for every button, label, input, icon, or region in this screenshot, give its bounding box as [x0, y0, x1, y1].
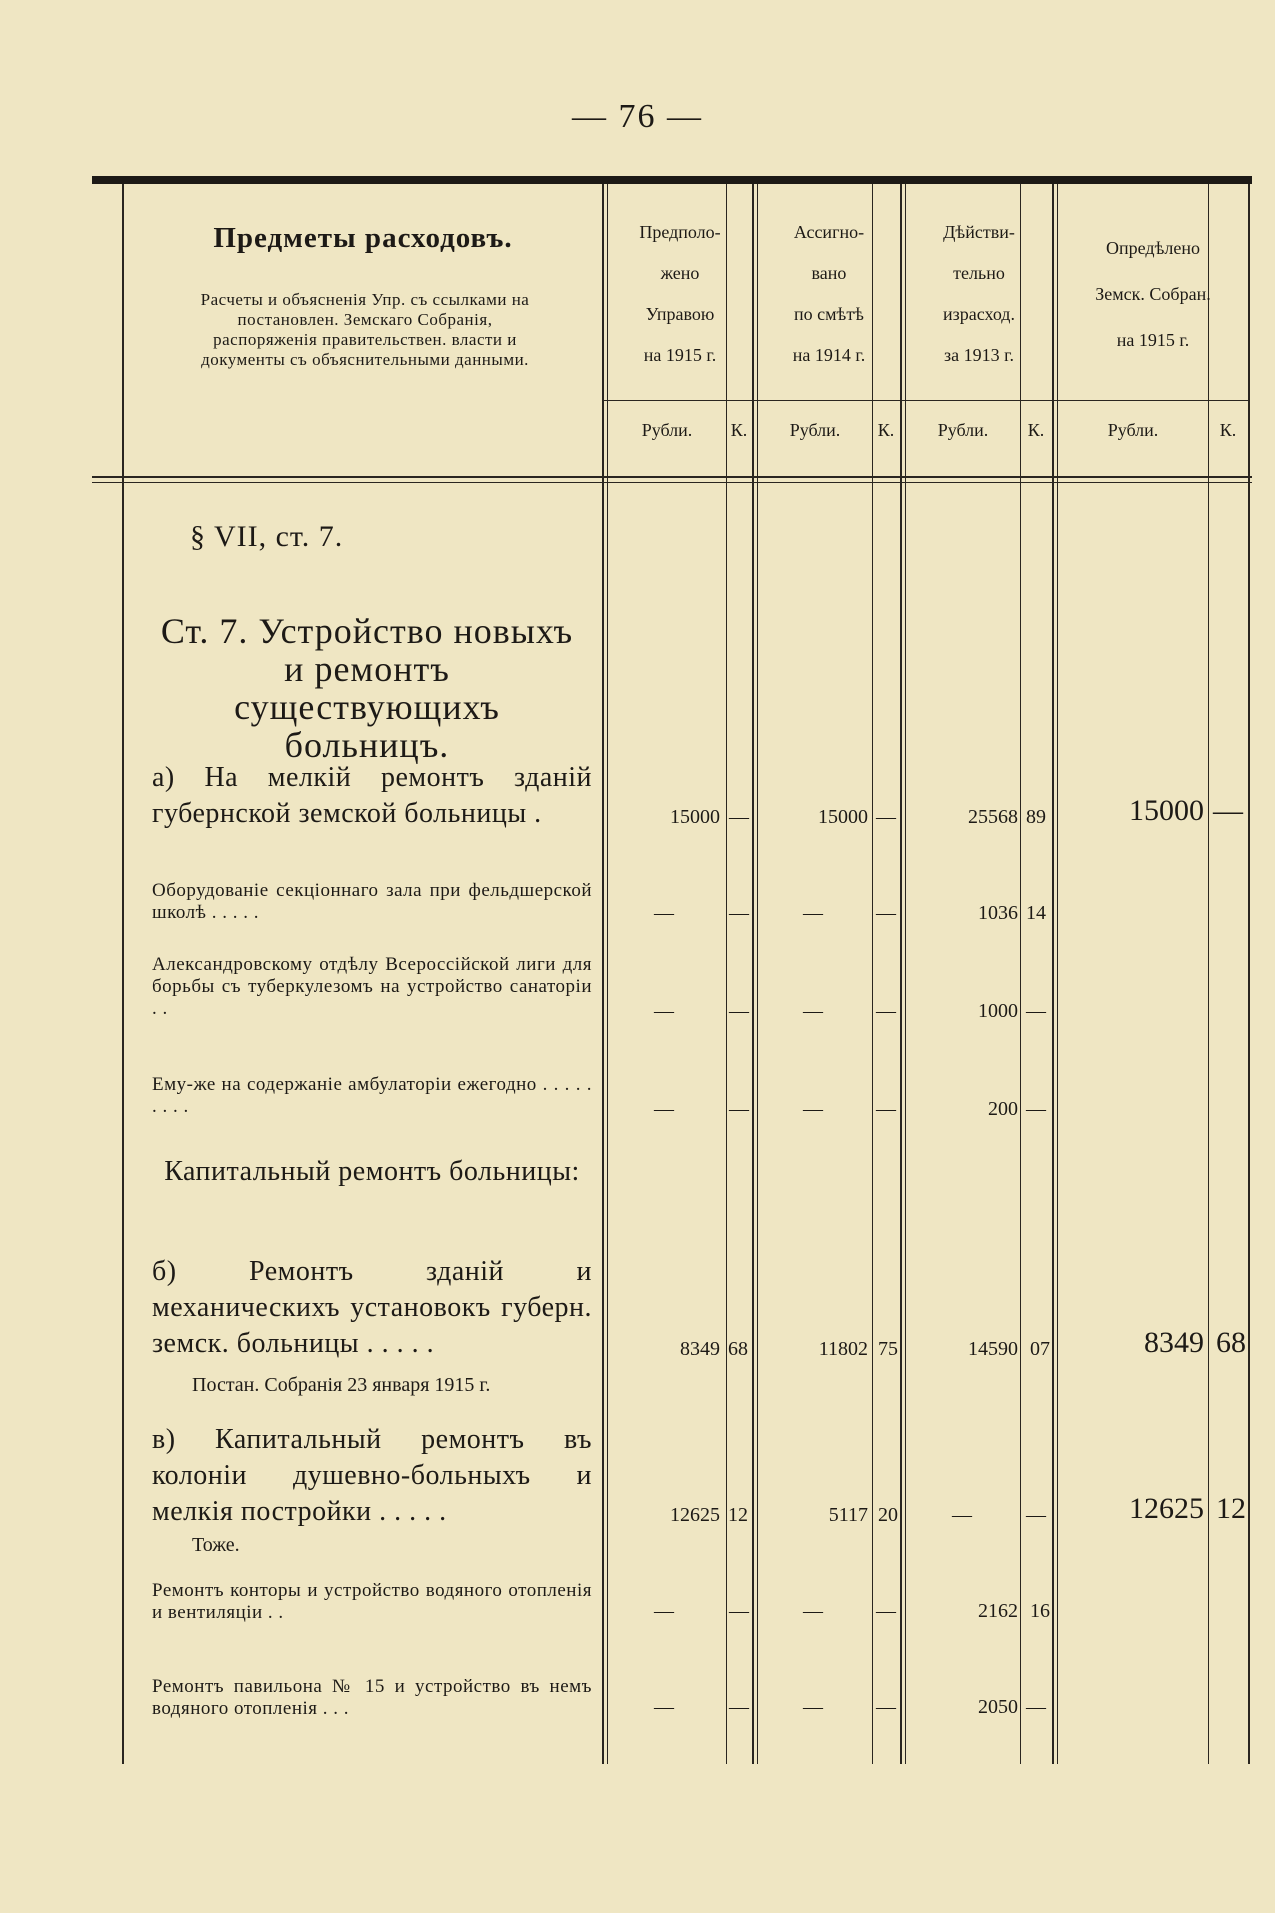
row-v-proposed-kop: 12: [728, 1504, 748, 1526]
row-alex-proposed-rub: —: [654, 1000, 674, 1022]
row-office-proposed-rub: —: [654, 1600, 674, 1622]
item-amb-text: Ему-же на содержаніе амбулаторіи ежегодно . . . . . . . . .: [152, 1074, 592, 1117]
row-b-determined-rub: 8349: [1144, 1326, 1204, 1359]
unit-kop: К.: [1027, 420, 1045, 440]
row-b-proposed-kop: 68: [728, 1338, 748, 1360]
row-alex-actual-kop: —: [1026, 1000, 1046, 1022]
row-office-proposed-kop: —: [729, 1600, 749, 1622]
column-header-determined: Опредѣлено Земск. Собран. на 1915 г.: [1095, 238, 1211, 350]
row-alex-assigned-rub: —: [803, 1000, 823, 1022]
row-v-determined-kop: 12: [1216, 1492, 1246, 1525]
row-b-assigned-rub: 11802: [818, 1338, 868, 1360]
row-a-proposed-rub: 15000: [670, 806, 720, 828]
row-v-assigned-rub: 5117: [828, 1504, 868, 1526]
unit-kop: К.: [877, 420, 895, 440]
row-alex-assigned-kop: —: [876, 1000, 896, 1022]
row-v-proposed-rub: 12625: [670, 1504, 720, 1526]
unit-rub: Рубли.: [1107, 420, 1159, 440]
row-a-assigned-kop: —: [876, 806, 896, 828]
row-a-actual-kop: 89: [1026, 806, 1046, 828]
header-title: Предметы расходовъ.: [213, 222, 513, 254]
row-equip-actual-kop: 14: [1026, 902, 1046, 924]
row-office-assigned-kop: —: [876, 1600, 896, 1622]
row-equip-proposed-rub: —: [654, 902, 674, 924]
row-pavilion-actual-rub: 2050: [978, 1696, 1018, 1718]
row-pavilion-assigned-kop: —: [876, 1696, 896, 1718]
unit-rub: Рубли.: [937, 420, 989, 440]
row-pavilion-proposed-kop: —: [729, 1696, 749, 1718]
row-v-determined-rub: 12625: [1129, 1492, 1204, 1525]
top-rule: [92, 176, 1252, 184]
row-b-actual-kop: 07: [1030, 1338, 1050, 1360]
item-b-text: б) Ремонтъ зданій и механическихъ установокъ губерн. земск. больницы . . . . .: [152, 1256, 592, 1359]
item-pavilion-text: Ремонтъ павильона № 15 и устройство въ немъ водяного отопленія . . .: [152, 1676, 592, 1719]
row-amb-proposed-kop: —: [729, 1098, 749, 1120]
item-equip-text: Оборудованіе секціоннаго зала при фельдшерской школѣ . . . . .: [152, 880, 592, 923]
row-equip-proposed-kop: —: [729, 902, 749, 924]
row-alex-proposed-kop: —: [729, 1000, 749, 1022]
row-b-assigned-kop: 75: [878, 1338, 898, 1360]
section-title: § VII, ст. 7.: [190, 520, 344, 553]
row-amb-actual-kop: —: [1026, 1098, 1046, 1120]
row-b-proposed-rub: 8349: [680, 1338, 720, 1360]
row-pavilion-actual-kop: —: [1026, 1696, 1046, 1718]
row-v-actual-kop: —: [1026, 1504, 1046, 1526]
row-equip-assigned-rub: —: [803, 902, 823, 924]
column-header-actual: Дѣйстви- тельно израсход. за 1913 г.: [943, 222, 1015, 365]
unit-kop: К.: [730, 420, 748, 440]
row-v-actual-rub: —: [952, 1504, 972, 1526]
row-a-proposed-kop: —: [729, 806, 749, 828]
row-a-actual-rub: 25568: [968, 806, 1018, 828]
row-amb-assigned-rub: —: [803, 1098, 823, 1120]
article-title: Ст. 7. Устройство новыхъ и ремонтъ существующихъ больницъ.: [160, 611, 574, 765]
row-b-actual-rub: 14590: [968, 1338, 1018, 1360]
item-alex-text: Александровскому отдѣлу Всероссійской лиги для борьбы съ туберкулезомъ на устройство санаторіи . .: [152, 954, 592, 1019]
row-amb-assigned-kop: —: [876, 1098, 896, 1120]
item-v-note: Тоже.: [192, 1534, 240, 1556]
capital-repair-heading: Капитальный ремонтъ больницы:: [164, 1156, 580, 1187]
row-alex-actual-rub: 1000: [978, 1000, 1018, 1022]
row-amb-actual-rub: 200: [988, 1098, 1018, 1120]
item-b-note: Постан. Собранія 23 января 1915 г.: [192, 1374, 491, 1396]
row-v-assigned-kop: 20: [878, 1504, 898, 1526]
item-office-text: Ремонтъ конторы и устройство водяного отопленія и вентиляціи . .: [152, 1580, 592, 1623]
row-b-determined-kop: 68: [1216, 1326, 1246, 1359]
row-office-actual-kop: 16: [1030, 1600, 1050, 1622]
item-v-text: в) Капитальный ремонтъ въ колоніи душевно-больныхъ и мелкія постройки . . . . .: [152, 1424, 592, 1527]
column-header-assigned: Ассигно- вано по смѣтѣ на 1914 г.: [792, 222, 866, 365]
row-equip-assigned-kop: —: [876, 902, 896, 924]
row-a-assigned-rub: 15000: [818, 806, 868, 828]
item-a-text: а) На мелкій ремонтъ зданій губернской земской больницы .: [152, 762, 592, 829]
row-office-assigned-rub: —: [803, 1600, 823, 1622]
unit-kop: К.: [1219, 420, 1237, 440]
row-a-determined-rub: 15000: [1129, 794, 1204, 827]
unit-rub: Рубли.: [789, 420, 841, 440]
header-subtitle: Расчеты и объясненія Упр. съ ссылками на постановлен. Земскаго Собранія, распоряженія правительствен. власти и документы съ объяснительными данными.: [200, 290, 530, 369]
row-equip-actual-rub: 1036: [978, 902, 1018, 924]
row-office-actual-rub: 2162: [978, 1600, 1018, 1622]
row-pavilion-proposed-rub: —: [654, 1696, 674, 1718]
row-a-determined-kop: —: [1213, 794, 1243, 827]
page-number: — 76 —: [572, 98, 703, 135]
unit-rub: Рубли.: [641, 420, 693, 440]
column-header-proposed: Предполо- жено Управою на 1915 г.: [639, 222, 721, 365]
row-pavilion-assigned-rub: —: [803, 1696, 823, 1718]
row-amb-proposed-rub: —: [654, 1098, 674, 1120]
